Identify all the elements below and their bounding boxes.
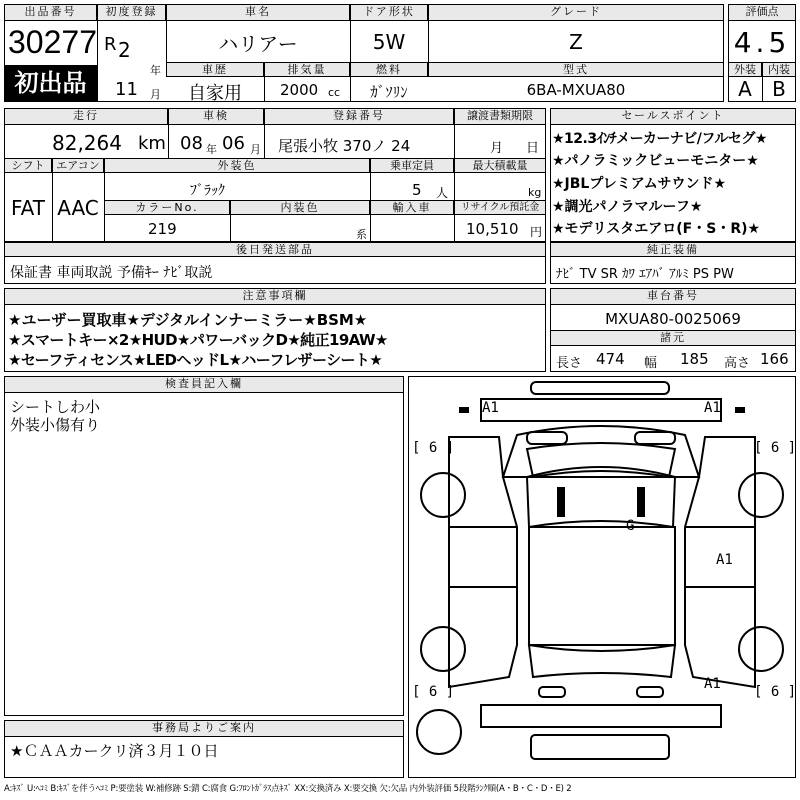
front-bumper xyxy=(531,382,669,394)
exterior-label: 外装 xyxy=(728,62,762,77)
first-reg-label: 初度登録 xyxy=(97,4,166,21)
reg-year: 2 xyxy=(118,38,131,62)
color-no-label: カラーNo. xyxy=(104,200,230,215)
ac-label: エアコン xyxy=(52,158,104,173)
ext-color-label: 外装色 xyxy=(104,158,370,173)
insp-month-unit: 月 xyxy=(250,143,261,156)
recycle-fee: 10,510 xyxy=(466,220,519,238)
int-color-unit: 系 xyxy=(356,228,367,241)
exterior-grade: A xyxy=(738,77,752,101)
later-parts-text: 保証書 車両取説 予備ｷｰ ﾅﾋﾞ取説 xyxy=(10,265,213,281)
transfer-day-unit: 日 xyxy=(526,141,540,156)
interior-grade: B xyxy=(772,77,786,101)
sales-item: ★調光パノラマルーフ★ xyxy=(552,199,703,215)
car-name: ハリアー xyxy=(218,32,298,56)
wheel-front-right xyxy=(739,473,783,517)
month-unit: 月 xyxy=(150,88,161,101)
inspection-label: 車検 xyxy=(168,108,264,125)
office-text: ★ＣＡＡカークリ済３月１０日 xyxy=(10,742,219,760)
wheel-rear-right xyxy=(739,627,783,671)
insp-year-unit: 年 xyxy=(206,143,217,156)
displacement-label: 排気量 xyxy=(264,62,350,77)
plate-number: 尾張小牧 370ノ 24 xyxy=(278,137,411,155)
cc-unit: cc xyxy=(328,86,341,99)
ac: AAC xyxy=(57,196,99,220)
int-color-label: 内装色 xyxy=(230,200,370,215)
sales-item: ★12.3ｲﾝﾁメーカーナビ/フルセグ★ xyxy=(552,131,767,147)
recycle-label: リサイクル預託金 xyxy=(454,200,546,215)
capacity-label: 乗車定員 xyxy=(370,158,454,173)
sales-item: ★パノラミックビューモニター★ xyxy=(552,153,759,169)
sales-item: ★JBLプレミアムサウンド★ xyxy=(552,176,727,192)
reg-era: R xyxy=(104,34,117,55)
reg-month: 11 xyxy=(115,79,138,100)
lot-number: 30277 xyxy=(8,24,97,60)
door-type: 5W xyxy=(372,30,406,54)
year-unit: 年 xyxy=(150,64,161,77)
wheel-rear-left xyxy=(421,627,465,671)
shift-label: シフト xyxy=(4,158,52,173)
damage-mark: [ 6 ] xyxy=(412,440,455,456)
sales-item: ★モデリスタエアロ(F・S・R)★ xyxy=(552,221,761,237)
score-value: 4.5 xyxy=(733,26,791,59)
damage-mark: A1 xyxy=(482,400,499,416)
first-listing-badge: 初出品 xyxy=(4,65,97,102)
damage-mark: A1 xyxy=(716,552,733,568)
roof xyxy=(529,527,675,645)
damage-mark: [ 6 ] xyxy=(412,684,455,700)
transfer-month-unit: 月 xyxy=(490,141,504,156)
model-code: 6BA-MXUA80 xyxy=(526,81,626,99)
notes-line: ★セーフティセンス★LEDヘッドL★ハーフレザーシート★ xyxy=(8,351,383,369)
notes-label: 注意事項欄 xyxy=(4,288,546,305)
chassis-number: MXUA80-0025069 xyxy=(605,310,741,328)
office-label: 事務局よりご案内 xyxy=(4,720,404,737)
door-label: ドア形状 xyxy=(350,4,428,21)
width-value: 185 xyxy=(680,350,709,368)
equipment-text: ﾅﾋﾞ TV SR ｶﾜ ｴｱﾊﾞ ｱﾙﾐ PS PW xyxy=(556,267,734,282)
spare-wheel xyxy=(417,710,461,754)
km-unit: km xyxy=(138,133,166,154)
damage-mark: G xyxy=(626,518,635,534)
damage-diagram xyxy=(408,376,796,778)
ext-color: ﾌﾞﾗｯｸ xyxy=(190,183,225,199)
damage-mark: [ 6 ] xyxy=(754,684,797,700)
dims-label: 諸元 xyxy=(550,330,796,346)
displacement: 2000 xyxy=(280,81,319,99)
transfer-label: 譲渡書類期限 xyxy=(454,108,546,125)
grade-label: グレード xyxy=(428,4,724,21)
front-bumper-lower xyxy=(481,399,721,421)
notes-line: ★スマートキー×2★HUD★パワーバックD★純正19AW★ xyxy=(8,331,388,349)
lot-label: 出品番号 xyxy=(4,4,97,21)
history: 自家用 xyxy=(188,83,242,104)
load-unit: kg xyxy=(528,186,542,199)
capacity-unit: 人 xyxy=(436,186,449,200)
notes-line: ★ユーザー買取車★デジタルインナーミラー★BSM★ xyxy=(8,311,368,329)
hood-outline xyxy=(503,426,699,477)
shift: FAT xyxy=(10,196,45,220)
legend-footer: A:ｷｽﾞ U:ﾍｺﾐ B:ｷｽﾞを伴うﾍｺﾐ P:要塗装 W:補修跡 S:錆 C:腐食 G:ﾌﾛﾝﾄｶﾞﾗｽ点ｷｽﾞ XX:交換済み X:要交換 欠:欠品 内外装評価 5段階ﾗﾝｸ順(A・B・C・D・E) 2 xyxy=(4,784,572,794)
import-label: 輸入車 xyxy=(370,200,454,215)
score-label: 評価点 xyxy=(728,4,796,21)
mileage-label: 走行 xyxy=(4,108,168,125)
chassis-label: 車台番号 xyxy=(550,288,796,305)
insp-year: 08 xyxy=(180,133,203,154)
height-label: 高さ xyxy=(724,356,751,371)
width-label: 幅 xyxy=(644,356,658,371)
car-name-label: 車名 xyxy=(166,4,350,21)
body-outline xyxy=(449,437,517,687)
interior-label: 内装 xyxy=(762,62,796,77)
inspector-line: 外装小傷有り xyxy=(10,416,101,434)
mileage: 82,264 xyxy=(52,131,122,155)
plate-label: 登録番号 xyxy=(264,108,454,125)
fuel-label: 燃料 xyxy=(350,62,428,77)
height-value: 166 xyxy=(760,350,789,368)
rear-bumper xyxy=(481,705,721,727)
fuel: ｶﾞｿﾘﾝ xyxy=(370,83,408,101)
load-label: 最大積載量 xyxy=(454,158,546,173)
recycle-unit: 円 xyxy=(530,225,543,239)
damage-mark: A1 xyxy=(704,400,721,416)
spec-block xyxy=(4,108,546,242)
capacity: 5 xyxy=(412,181,422,199)
inspector-line: シートしわ小 xyxy=(10,398,101,416)
length-label: 長さ xyxy=(556,356,583,371)
model-label: 型式 xyxy=(428,62,724,77)
grade: Z xyxy=(569,30,583,54)
car-diagram-svg xyxy=(409,377,795,777)
wheel-front-left xyxy=(421,473,465,517)
length-value: 474 xyxy=(596,350,625,368)
rear-window xyxy=(529,645,675,677)
insp-month: 06 xyxy=(222,133,245,154)
sales-label: セールスポイント xyxy=(550,108,796,125)
later-parts-label: 後日発送部品 xyxy=(4,242,546,257)
history-label: 車歴 xyxy=(166,62,264,77)
equipment-label: 純正装備 xyxy=(550,242,796,257)
inspector-label: 検査員記入欄 xyxy=(4,376,404,393)
damage-mark: A1 xyxy=(704,676,721,692)
color-no: 219 xyxy=(148,220,177,238)
damage-mark: [ 6 ] xyxy=(754,440,797,456)
